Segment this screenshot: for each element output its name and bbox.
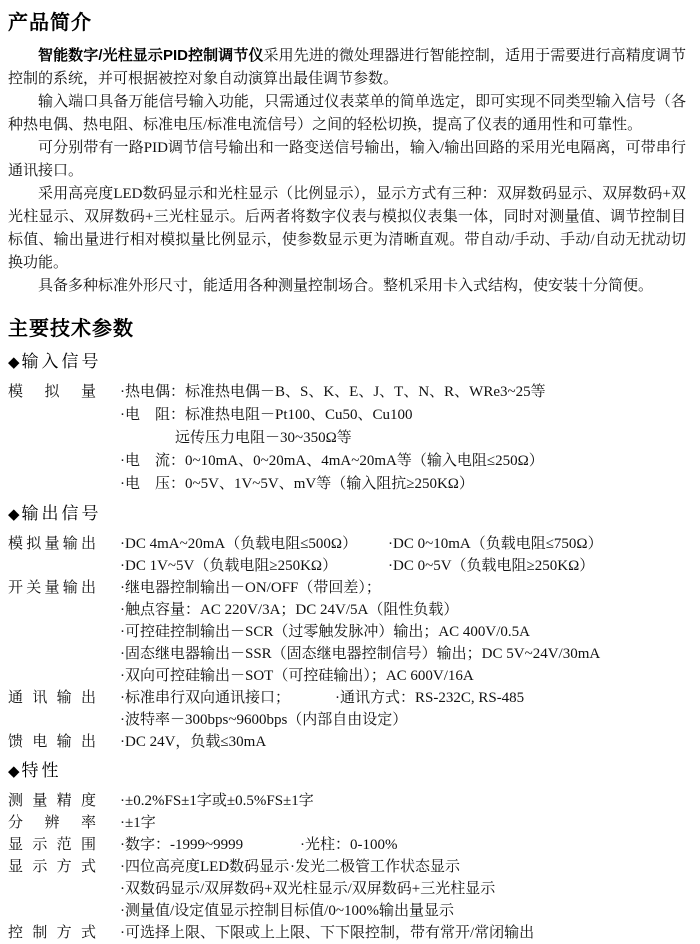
intro-section: [8, 44, 686, 298]
spec-text: ·DC 4mA~20mA（负载电阻≤500Ω）: [120, 536, 358, 552]
spec-text: ·DC 0~10mA（负载电阻≤750Ω）: [388, 536, 603, 552]
spec-content: [120, 790, 686, 812]
spec-label: 测量精度: [8, 793, 96, 809]
spec-text: ·电 流：0~10mA、0~20mA、4mA~20mA等（输入电阻≤250Ω）: [120, 453, 544, 469]
spec-text: ·波特率－300bps~9600bps（内部自由设定）: [120, 712, 408, 728]
spec-line: [120, 577, 686, 599]
spec-row-control-mode: [8, 922, 686, 944]
spec-text: ·双向可控硅输出－SOT（可控硅输出）；AC 600V/16A: [120, 668, 474, 684]
intro-text: 采用高亮度LED数码显示和光柱显示（比例显示），显示方式有三种：双屏数码显示、双屏数码+双光柱显示、双屏数码+三光柱显示。后两者将数字仪表与模拟仪表集一体，同时对测量值、调节控制目标值、输出量进行相对模拟量比例显示，使参数显示更为清晰直观。带自动/手动、手动/自动无扰动切换功能。: [8, 186, 686, 271]
spec-label: 馈电输出: [8, 734, 96, 750]
spec-text: ·数字：-1999~9999: [120, 837, 244, 853]
section-title-text: 输入信号: [21, 352, 102, 371]
spec-text: ·标准串行双向通讯接口；: [120, 690, 290, 706]
spec-text: ·DC 1V~5V（负载电阻≥250KΩ）: [120, 558, 338, 574]
intro-paragraph: [8, 44, 686, 91]
spec-text: ·±0.2%FS±1字或±0.5%FS±1字: [120, 793, 314, 809]
diamond-icon: ◆: [8, 507, 20, 523]
spec-content: [120, 731, 686, 753]
intro-text: 采用先进的微处理器进行智能控制，适用于需要进行高精度调节控制的系统，并可根据被控对象自动演算出最佳调节参数。: [8, 48, 686, 87]
spec-text: ·测量值/设定值显示控制目标值/0~100%输出量显示: [120, 903, 454, 919]
spec-text: ·继电器控制输出－ON/OFF（带回差）；: [120, 580, 381, 596]
spec-line: [120, 709, 686, 731]
intro-paragraph: [8, 275, 686, 298]
spec-content: [120, 533, 686, 577]
specs-heading: 主要技术参数: [8, 318, 134, 340]
spec-line: [120, 665, 686, 687]
spec-row-analog-output: [8, 533, 686, 577]
spec-text: ·DC 24V，负载≤30mA: [120, 734, 267, 750]
spec-label: 模拟量: [8, 384, 96, 400]
spec-content: [120, 834, 686, 856]
spec-line: [120, 381, 686, 404]
spec-text: ·±1字: [120, 815, 156, 831]
section-title-text: 特性: [21, 761, 62, 780]
spec-label: 开关量输出: [8, 580, 96, 596]
intro-text: 可分别带有一路PID调节信号输出和一路变送信号输出，输入/输出回路的采用光电隔离，可带串行通讯接口。: [8, 140, 686, 179]
section-title-input: [8, 350, 686, 375]
spec-text: 远传压力电阻－30~350Ω等: [175, 430, 352, 446]
spec-line: [120, 790, 686, 812]
spec-text: ·四位高亮度LED数码显示: [120, 859, 290, 875]
spec-line: [120, 621, 686, 643]
intro-paragraph: [8, 91, 686, 137]
spec-line: [120, 687, 686, 709]
spec-label: 控制方式: [8, 925, 96, 941]
intro-paragraph: [8, 137, 686, 183]
spec-text: ·DC 0~5V（负载电阻≥250KΩ）: [388, 558, 595, 574]
spec-row-accuracy: [8, 790, 686, 812]
spec-line: [120, 731, 686, 753]
spec-text: ·双数码显示/双屏数码+双光柱显示/双屏数码+三光柱显示: [120, 881, 496, 897]
spec-line: [120, 812, 686, 834]
spec-label: 显示方式: [8, 859, 96, 875]
section-title-characteristics: [8, 759, 686, 784]
spec-line: [120, 900, 686, 922]
spec-line: [120, 922, 686, 944]
spec-line: [120, 599, 686, 621]
spec-line: [120, 533, 686, 555]
section-output-signal: [8, 502, 686, 753]
spec-line: [120, 834, 686, 856]
spec-text: ·触点容量：AC 220V/3A；DC 24V/5A（阻性负载）: [120, 602, 459, 618]
spec-row-comm-output: [8, 687, 686, 731]
section-input-signal: [8, 350, 686, 496]
spec-text: ·光柱：0-100%: [300, 837, 398, 853]
spec-label: 显示范围: [8, 837, 96, 853]
intro-text: 输入端口具备万能信号输入功能，只需通过仪表菜单的简单选定，即可实现不同类型输入信号（各种热电偶、热电阻、标准电压/标准电流信号）之间的轻松切换，提高了仪表的通用性和可靠性。: [8, 94, 686, 133]
spec-text: ·通讯方式：RS-232C, RS-485: [335, 690, 525, 706]
spec-text: ·固态继电器输出－SSR（固态继电器控制信号）输出；DC 5V~24V/30mA: [120, 646, 601, 662]
spec-line: [120, 856, 686, 878]
spec-label: 分辨率: [8, 815, 96, 831]
spec-content: [120, 687, 686, 731]
spec-line: [120, 427, 686, 450]
spec-content: [120, 381, 686, 496]
spec-row-switch-output: [8, 577, 686, 687]
spec-line: [120, 450, 686, 473]
spec-line: [120, 555, 686, 577]
intro-text: 具备多种标准外形尺寸，能适用各种测量控制场合。整机采用卡入式结构，使安装十分简便。: [38, 278, 654, 294]
diamond-icon: ◆: [8, 355, 20, 371]
section-title-text: 输出信号: [21, 504, 102, 523]
spec-row-resolution: [8, 812, 686, 834]
spec-content: [120, 577, 686, 687]
section-title-output: [8, 502, 686, 527]
spec-text: ·可选择上限、下限或上上限、下下限控制，带有常开/常闭输出: [120, 925, 535, 941]
intro-paragraph: [8, 183, 686, 275]
spec-content: [120, 856, 686, 922]
spec-text: ·电 阻：标准热电阻－Pt100、Cu50、Cu100: [120, 407, 413, 423]
spec-line: [120, 404, 686, 427]
spec-line: [120, 473, 686, 496]
spec-row-analog-quantity: [8, 381, 686, 496]
spec-text: ·热电偶：标准热电偶－B、S、K、E、J、T、N、R、WRe3~25等: [120, 384, 546, 400]
product-name-bold: 智能数字/光柱显示PID控制调节仪: [38, 47, 264, 64]
spec-label: 模拟量输出: [8, 536, 96, 552]
intro-heading: 产品简介: [8, 12, 92, 34]
spec-text: ·电 压：0~5V、1V~5V、mV等（输入阻抗≥250KΩ）: [120, 476, 474, 492]
spec-label: 通讯输出: [8, 690, 96, 706]
spec-line: [120, 643, 686, 665]
spec-text: ·可控硅控制输出－SCR（过零触发脉冲）输出；AC 400V/0.5A: [120, 624, 531, 640]
spec-line: [120, 878, 686, 900]
section-characteristics: [8, 759, 686, 944]
spec-row-display-range: [8, 834, 686, 856]
spec-row-feed-output: [8, 731, 686, 753]
diamond-icon: ◆: [8, 764, 20, 780]
spec-content: [120, 812, 686, 834]
spec-row-display-mode: [8, 856, 686, 922]
spec-content: [120, 922, 686, 944]
spec-text: ·发光二极管工作状态显示: [290, 859, 460, 875]
